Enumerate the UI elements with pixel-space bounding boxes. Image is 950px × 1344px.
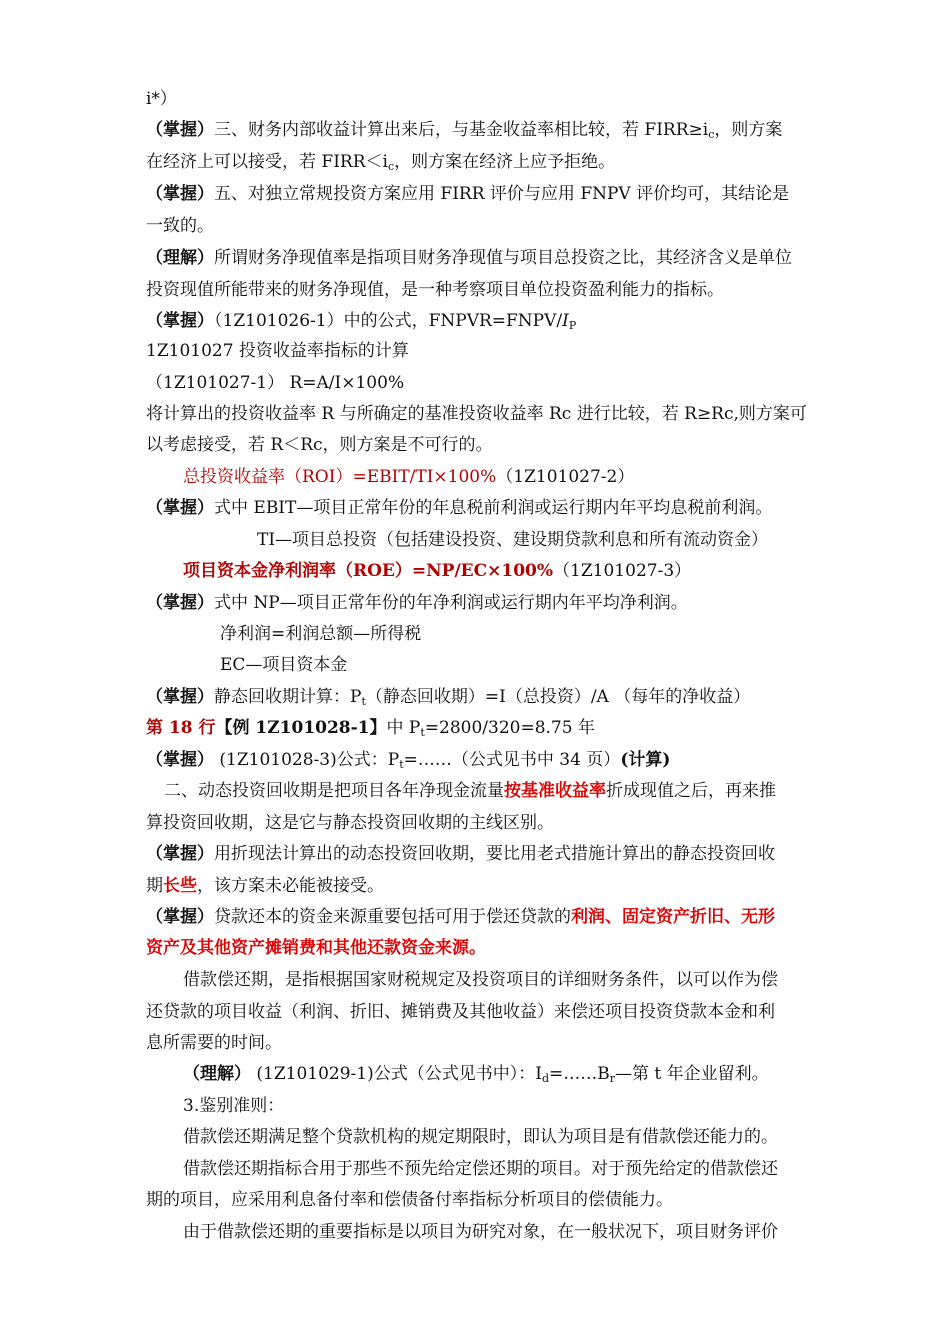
text-line: 还贷款的项目收益（利润、折旧、摊销费及其他收益）来偿还项目投资贷款本金和利 [146,1002,775,1022]
text-line: 期长些，该方案未必能被接受。 [146,876,384,896]
formula-line: 总投资收益率（ROI）=EBIT/TI×100%（1Z101027-2） [183,467,635,487]
text-line: 期的项目，应采用利息备付率和偿债备付率指标分析项目的偿债能力。 [146,1190,673,1210]
text-line: 借款偿还期满足整个贷款机构的规定期限时，即认为项目是有借款偿还能力的。 [183,1127,778,1147]
text-line: （掌握）式中 NP—项目正常年份的年净利润或运行期内年平均净利润。 [146,593,688,613]
text-line: 由于借款偿还期的重要指标是以项目为研究对象，在一般状况下，项目财务评价 [183,1222,778,1242]
text-line: 二、动态投资回收期是把项目各年净现金流量按基准收益率折成现值之后，再来推 [164,781,776,801]
tag-master: （掌握） [146,907,214,927]
text-line: 净利润=利润总额—所得税 [220,624,422,644]
text-line: 投资现值所能带来的财务净现值，是一种考察项目单位投资盈利能力的指标。 [146,280,724,300]
tag-understand: （理解） [183,1064,251,1084]
text-line: 以考虑接受，若 R＜Rc，则方案是不可行的。 [146,435,493,455]
text-line: 借款偿还期，是指根据国家财税规定及投资项目的详细财务条件，以可以作为偿 [183,970,778,990]
text-line: 在经济上可以接受，若 $FIRR<i_c$，则方案在经济上应予拒绝。 [146,152,616,173]
text-line: 3.鉴别准则： [183,1096,285,1116]
text-line: TI—项目总投资（包括建设投资、建设期贷款利息和所有流动资金） [257,530,769,550]
text-line: EC—项目资本金 [220,655,348,675]
text-line: （掌握）式中 EBIT—项目正常年份的年息税前利润或运行期内年平均息税前利润。 [146,498,773,518]
formula-line: （1Z101027-1） R=A/I×100% [146,373,405,393]
text-line: （理解）所谓财务净现值率是指项目财务净现值与项目总投资之比，其经济含义是单位 [146,248,792,268]
formula-line: 项目资本金净利润率（ROE）=NP/EC×100%（1Z101027-3） [183,561,692,581]
text-line: （掌握）静态回收期计算：$P_t$（静态回收期）=I（总投资）/A （每年的净收益） [146,687,751,708]
text-line: 资产及其他资产摊销费和其他还款资金来源。 [146,938,486,958]
tag-understand: （理解） [146,248,214,268]
tag-master: （掌握） [146,184,214,204]
text-line: 一致的。 [146,216,214,236]
tag-master: （掌握） [146,498,214,518]
tag-master: （掌握） [146,593,214,613]
text-line: 第 18 行【例 1Z101028-1】中 $P_t=2800/320=8.75$ 年 [146,718,595,739]
text-line: i*） [146,89,177,109]
text-line: （掌握）（1Z101026-1）中的公式，$FNPVR=FNPV/I_P$ [146,311,577,332]
text-line: （理解） (1Z101029-1)公式（公式见书中）：$I_d=\dots\dots B_r—$第 t 年企业留利。 [183,1064,769,1085]
text-line: （掌握）用折现法计算出的动态投资回收期，要比用老式措施计算出的静态投资回收 [146,844,775,864]
text-line: （掌握）三、财务内部收益计算出来后，与基金收益率相比较，若 $FIRR\ge i_c$，则方案 [146,120,783,141]
tag-master: （掌握） [146,687,214,707]
tag-master: （掌握） [146,120,214,140]
text-line: （掌握） (1Z101028-3)公式：$P_t=\dots\dots$（公式见书中 34 页）(计算) [146,750,671,771]
text-line: 息所需要的时间。 [146,1033,282,1053]
text-line: 借款偿还期指标合用于那些不预先给定偿还期的项目。对于预先给定的借款偿还 [183,1159,778,1179]
text-line: 将计算出的投资收益率 R 与所确定的基准投资收益率 Rc 进行比较，若 R≥Rc,则方案可 [146,404,807,424]
text-line: （掌握）贷款还本的资金来源重要包括可用于偿还贷款的利润、固定资产折旧、无形 [146,907,775,927]
tag-master: （掌握） [146,311,214,331]
tag-master: （掌握） [146,750,214,770]
tag-master: （掌握） [146,844,214,864]
section-heading: 1Z101027 投资收益率指标的计算 [146,341,409,361]
text-line: （掌握）五、对独立常规投资方案应用 FIRR 评价与应用 FNPV 评价均可，其结论是 [146,184,790,204]
text-line: 算投资回收期，这是它与静态投资回收期的主线区别。 [146,813,554,833]
